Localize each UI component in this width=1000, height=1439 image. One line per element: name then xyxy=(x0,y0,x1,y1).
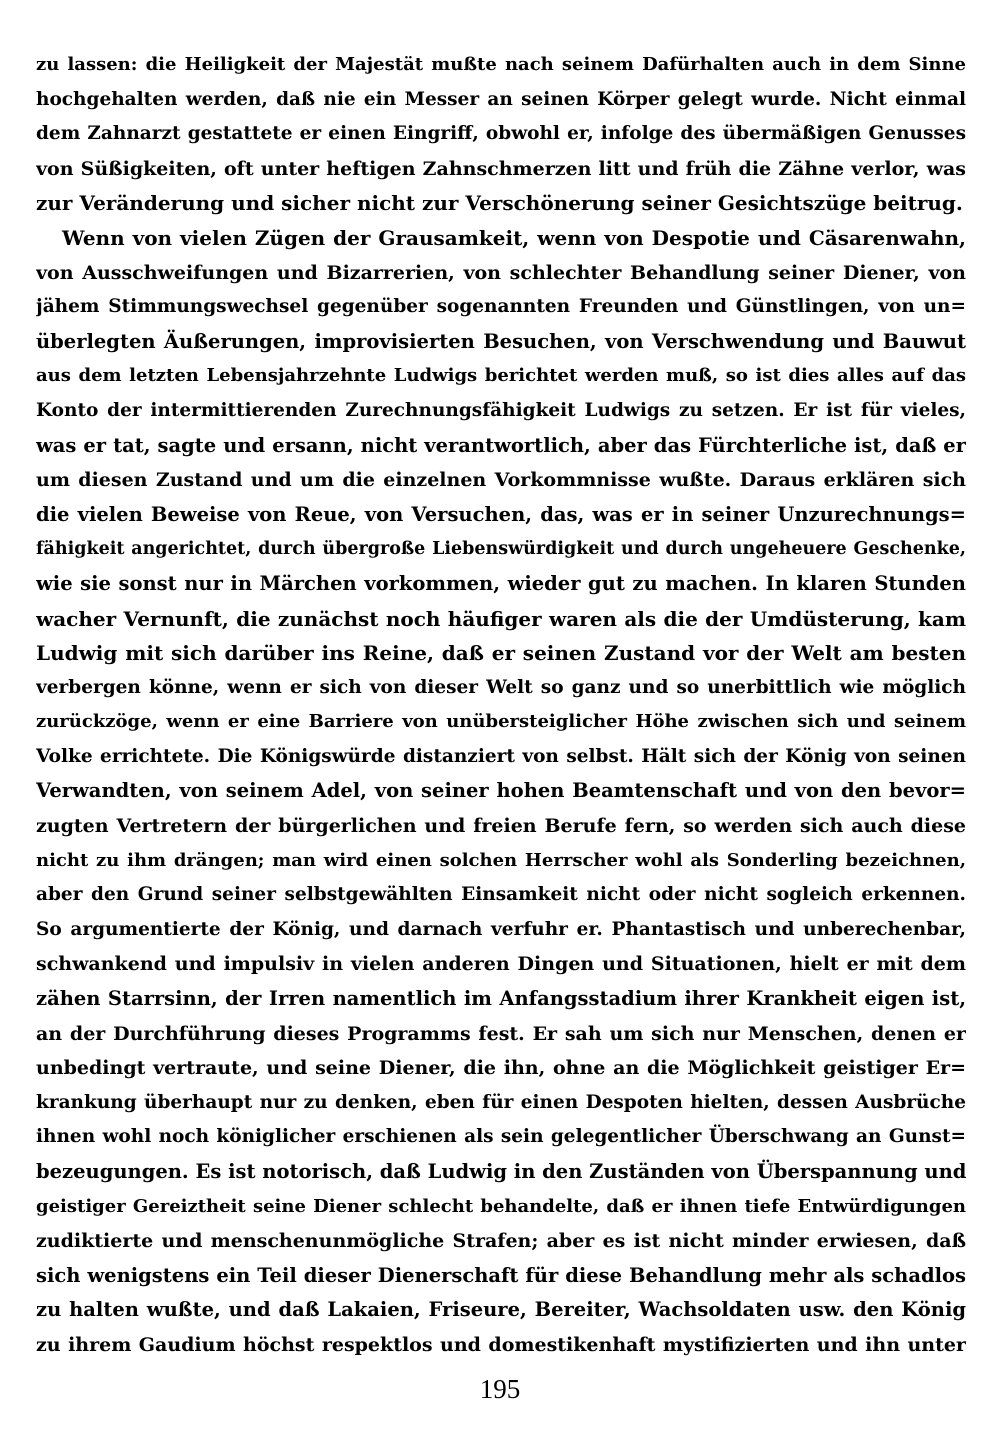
text-line: krankung überhaupt nur zu denken, eben für einen Despoten hielten, dessen Ausbrüche xyxy=(36,1091,966,1113)
text-line: von Süßigkeiten, oft unter heftigen Zahnschmerzen litt und früh die Zähne verlor, was xyxy=(36,157,966,180)
text-line: von Ausschweifungen und Bizarrerien, von schlechter Behandlung seiner Diener, von xyxy=(36,261,966,284)
text-line: zur Veränderung und sicher nicht zur Verschönerung seiner Gesichtszüge beitrug. xyxy=(36,191,963,216)
text-line: Verwandten, von seinem Adel, von seiner hohen Beamtenschaft und von den bevor= xyxy=(36,779,966,803)
text-line: schwankend und impulsiv in vielen anderen Dingen und Situationen, hielt er mit dem xyxy=(36,953,966,976)
text-line: zudiktierte und menschenunmögliche Strafen; aber es ist nicht minder erwiesen, daß xyxy=(36,1230,966,1253)
text-line: geistiger Gereiztheit seine Diener schlecht behandelte, daß er ihnen tiefe Entwürdigungen xyxy=(36,1195,966,1217)
text-line: zu ihrem Gaudium höchst respektlos und domestikenhaft mystifizierten und ihn unter xyxy=(36,1333,966,1356)
text-line: Volke errichtete. Die Königswürde distanziert von selbst. Hält sich der König von seinen xyxy=(36,745,966,767)
text-line: hochgehalten werden, daß nie ein Messer an seinen Körper gelegt wurde. Nicht einmal xyxy=(36,88,966,110)
text-line: um diesen Zustand und um die einzelnen Vorkommnisse wußte. Daraus erklären sich xyxy=(36,469,966,492)
text-line: bezeugungen. Es ist notorisch, daß Ludwig in den Zuständen von Überspannung und xyxy=(36,1160,966,1183)
text-line: sich wenigstens ein Teil dieser Dienerschaft für diese Behandlung mehr als schadlos xyxy=(36,1263,966,1287)
text-line: zugten Vertretern der bürgerlichen und freien Berufe fern, so werden sich auch diese xyxy=(36,815,966,838)
page-number: 195 xyxy=(479,1374,521,1404)
text-line: Ludwig mit sich darüber ins Reine, daß er seinen Zustand vor der Welt am besten xyxy=(36,641,966,666)
text-line: ihnen wohl noch königlicher erschienen als sein gelegentlicher Überschwang an Gunst= xyxy=(36,1126,966,1148)
text-line: So argumentierte der König, und darnach verfuhr er. Phantastisch und unberechenbar, xyxy=(36,918,966,940)
text-line: wie sie sonst nur in Märchen vorkommen, wieder gut zu machen. In klaren Stunden xyxy=(36,571,966,595)
body-text xyxy=(36,48,966,1363)
text-line: fähigkeit angerichtet, durch übergroße Liebenswürdigkeit und durch ungeheuere Geschenke, xyxy=(36,539,966,560)
text-line: überlegten Äußerungen, improvisierten Besuchen, von Verschwendung und Bauwut xyxy=(36,329,966,353)
text-line: dem Zahnarzt gestattete er einen Eingriff, obwohl er, infolge des übermäßigen Genusses xyxy=(36,123,966,145)
text-line: zu lassen: die Heiligkeit der Majestät mußte nach seinem Dafürhalten auch in dem Sinne xyxy=(36,54,966,75)
text-line: die vielen Beweise von Reue, von Versuchen, das, was er in seiner Unzurechnungs= xyxy=(36,502,966,526)
text-line: zurückzöge, wenn er eine Barriere von unübersteiglicher Höhe zwischen sich und seinem xyxy=(36,711,966,733)
text-line: zu halten wußte, und daß Lakaien, Friseure, Bereiter, Wachsoldaten usw. den König xyxy=(36,1298,966,1322)
text-line: jähem Stimmungswechsel gegenüber sogenannten Freunden und Günstlingen, von un= xyxy=(36,296,966,318)
text-line: unbedingt vertraute, und seine Diener, die ihn, ohne an die Möglichkeit geistiger Er= xyxy=(36,1057,966,1080)
text-line: was er tat, sagte und ersann, nicht verantwortlich, aber das Fürchterliche ist, daß er xyxy=(36,433,966,457)
text-line: Wenn von vielen Zügen der Grausamkeit, wenn von Despotie und Cäsarenwahn, xyxy=(62,225,966,250)
text-line: nicht zu ihm drängen; man wird einen solchen Herrscher wohl als Sonderling bezeichnen, xyxy=(36,849,966,871)
text-line: aber den Grund seiner selbstgewählten Einsamkeit nicht oder nicht sogleich erkennen. xyxy=(36,884,966,906)
text-line: an der Durchführung dieses Programms fest. Er sah um sich nur Menschen, denen er xyxy=(36,1022,966,1045)
text-line: Konto der intermittierenden Zurechnungsfähigkeit Ludwigs zu setzen. Er ist für vieles, xyxy=(36,399,966,421)
text-line: zähen Starrsinn, der Irren namentlich im Anfangsstadium ihrer Krankheit eigen ist, xyxy=(36,987,966,1011)
text-line: verbergen könne, wenn er sich von dieser Welt so ganz und so unerbittlich wie möglich xyxy=(36,676,966,698)
text-line: aus dem letzten Lebensjahrzehnte Ludwigs berichtet werden muß, so ist dies alles auf das xyxy=(36,365,966,387)
text-line: wacher Vernunft, die zunächst noch häufiger waren als die der Umdüsterung, kam xyxy=(36,606,966,631)
